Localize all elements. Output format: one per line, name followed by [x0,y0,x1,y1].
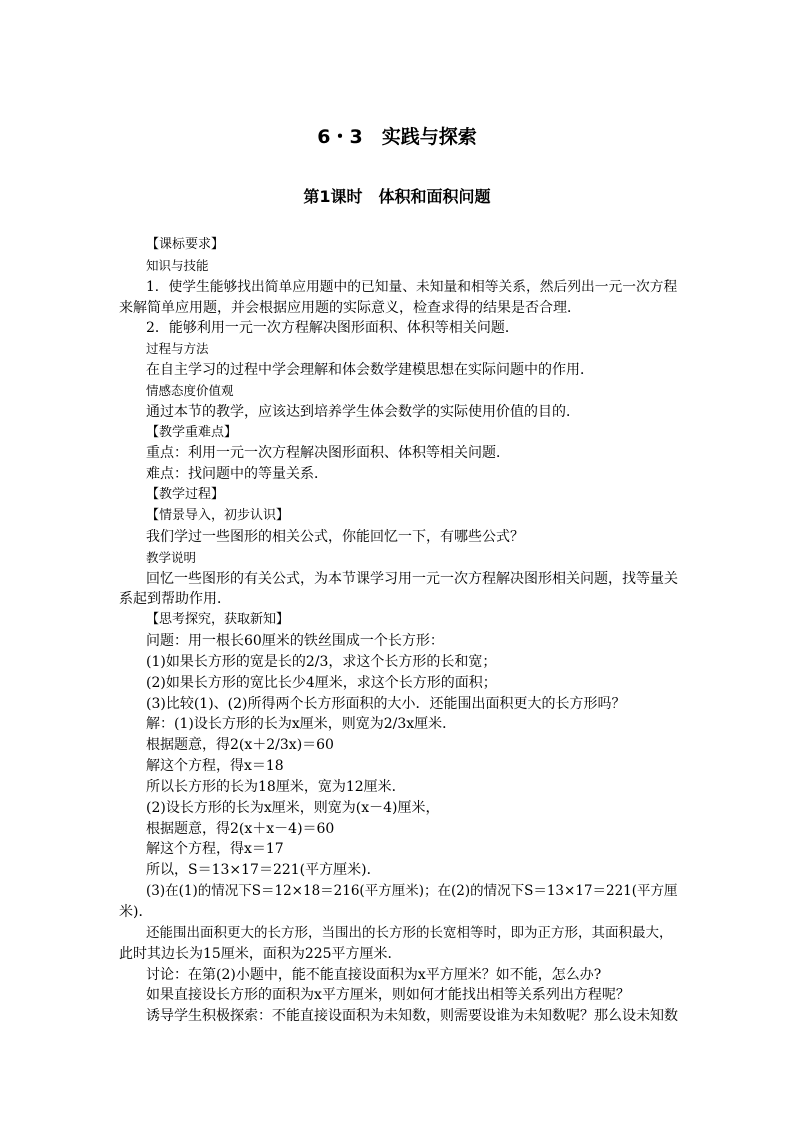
solution-line: 所以长方形的长为18厘米，宽为12厘米． [146,778,406,795]
problem-part: (2)如果长方形的宽比长少4厘米，求这个长方形的面积； [146,674,497,691]
solution-line: 根据题意，得2(x＋2/3x)＝60 [146,737,334,754]
discussion-line: 如果直接设长方形的面积为x平方厘米，则如何才能找出相等关系列出方程呢？ [146,987,630,1004]
discussion-line: 讨论：在第(2)小题中，能不能直接设面积为x平方厘米？如不能，怎么办? [146,966,602,983]
paragraph-line: 通过本节的教学，应该达到培养学生体会数学的实际使用价值的目的． [146,403,580,420]
heading-key-difficulties: 【教学重难点】 [146,424,238,440]
solution-line: (2)设长方形的长为x厘米，则宽为(x－4)厘米， [146,799,440,816]
solution-line: 解这个方程，得x＝18 [146,758,284,775]
paragraph-line: 重点：利用一元一次方程解决图形面积、体积等相关问题． [146,445,510,462]
paragraph-line: 1．使学生能够找出简单应用题中的已知量、未知量和相等关系，然后列出一元一次方程 [146,278,678,295]
subheading-knowledge-skills: 知识与技能 [146,257,209,273]
paragraph-line: 2．能够利用一元一次方程解决图形面积、体积等相关问题． [146,320,519,337]
subheading-process-method: 过程与方法 [146,341,209,357]
solution-line: 根据题意，得2(x＋x－4)＝60 [146,820,335,837]
paragraph-line: 难点：找问题中的等量关系． [146,466,328,483]
problem-statement: 问题：用一根长60厘米的铁丝围成一个长方形： [146,633,444,650]
solution-line: (3)在(1)的情况下S＝12×18＝216(平方厘米)；在(2)的情况下S＝13×17＝221(平方厘 [146,883,678,900]
lesson-title: 第1课时 体积和面积问题 [303,187,491,206]
heading-curriculum-requirements: 【课标要求】 [146,237,225,252]
problem-part: (1)如果长方形的宽是长的2/3，求这个长方形的长和宽； [146,653,497,670]
solution-line: 解这个方程，得x＝17 [146,841,284,858]
document-body [119,235,681,1027]
paragraph-line: 我们学过一些图形的相关公式，你能回忆一下，有哪些公式？ [146,528,524,545]
solution-line: 所以，S＝13×17＝221(平方厘米)． [146,862,381,879]
paragraph-line: 回忆一些图形的有关公式，为本节课学习用一元一次方程解决图形相关问题，找等量关 [146,570,678,587]
paragraph-line: 还能围出面积更大的长方形，当围出的长方形的长宽相等时，即为正方形，其面积最大， [146,924,673,941]
solution-line: 米)． [119,904,153,920]
section-title: 6・3 实践与探索 [317,126,477,148]
paragraph-line: 此时其边长为15厘米，面积为225平方厘米． [119,945,402,962]
subheading-teaching-notes: 教学说明 [146,549,197,565]
heading-scenario-introduction: 【情景导入，初步认识】 [146,507,290,523]
heading-teaching-process: 【教学过程】 [146,487,225,503]
heading-thinking-exploration: 【思考探究，获取新知】 [146,612,290,628]
subheading-attitude-values: 情感态度价值观 [146,382,234,398]
paragraph-line: 系起到帮助作用． [119,591,231,608]
discussion-line: 诱导学生积极探索：不能直接设面积为未知数，则需要设谁为未知数呢？那么设未知数 [146,1008,678,1025]
solution-line: 解：(1)设长方形的长为x厘米，则宽为2/3x厘米． [146,716,457,733]
paragraph-line: 在自主学习的过程中学会理解和体会数学建模思想在实际问题中的作用． [146,362,594,379]
problem-part: (3)比较(1)、(2)所得两个长方形面积的大小．还能围出面积更大的长方形吗？ [146,695,626,712]
paragraph-line: 来解简单应用题，并会根据应用题的实际意义，检查求得的结果是否合理． [119,299,581,316]
